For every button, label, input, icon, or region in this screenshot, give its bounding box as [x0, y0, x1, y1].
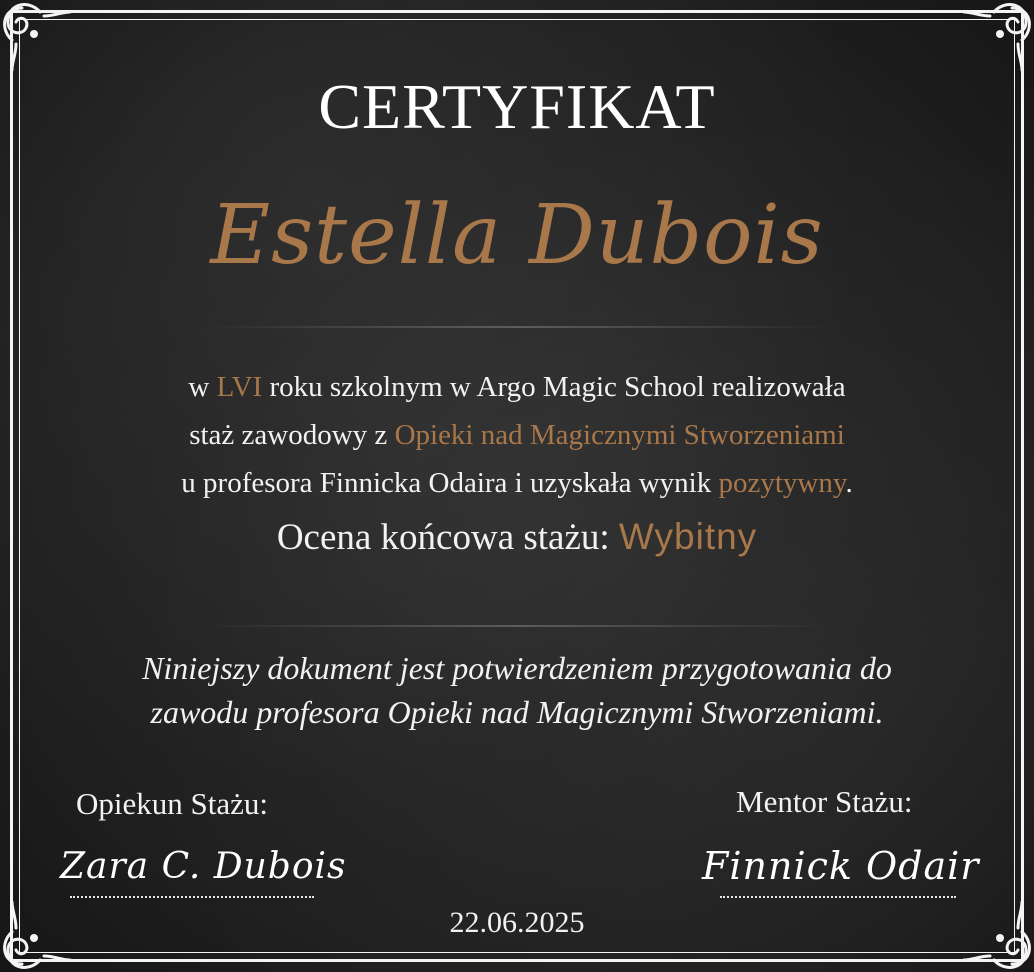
certificate-statement: [0, 646, 1034, 734]
body-line-2: [0, 411, 1034, 459]
statement-line-2: zawodu profesora Opieki nad Magicznymi Stworzeniami.: [150, 694, 884, 730]
body-text: staż zawodowy z: [189, 419, 395, 451]
final-grade: [0, 516, 1034, 559]
divider-bottom: [200, 625, 834, 627]
recipient-name: Estella Dubois: [210, 188, 824, 283]
body-line-3: [0, 459, 1034, 507]
corner-ornament-icon: [956, 0, 1034, 78]
supervisor-signature-line: [70, 896, 314, 898]
body-text: u profesora Finnicka Odaira i uzyskała wynik: [181, 467, 719, 499]
body-text: roku szkolnym w Argo Magic School realizowała: [262, 371, 846, 403]
supervisor-label: Opiekun Stażu:: [76, 786, 268, 821]
result-value: pozytywny: [718, 467, 846, 499]
body-line-1: [0, 363, 1034, 411]
body-text: .: [845, 467, 853, 499]
subject-name: Opieki nad Magicznymi Stworzeniami: [394, 419, 845, 451]
certificate-title: CERTYFIKAT: [318, 71, 716, 142]
statement-line-1: Niniejszy dokument jest potwierdzeniem przygotowania do: [142, 650, 892, 686]
mentor-signature-line: [720, 896, 956, 898]
mentor-signature: Finnick Odair: [702, 844, 980, 888]
grade-value: Wybitny: [618, 516, 758, 557]
supervisor-signature: Zara C. Dubois: [60, 846, 347, 887]
school-year: LVI: [216, 371, 263, 403]
grade-label: Ocena końcowa stażu:: [276, 517, 619, 558]
divider-top: [200, 326, 834, 328]
mentor-label: Mentor Stażu:: [736, 784, 913, 819]
certificate-body: [0, 363, 1034, 507]
corner-ornament-icon: [0, 0, 78, 78]
certificate-date: 22.06.2025: [449, 906, 585, 939]
body-text: w: [188, 371, 217, 403]
